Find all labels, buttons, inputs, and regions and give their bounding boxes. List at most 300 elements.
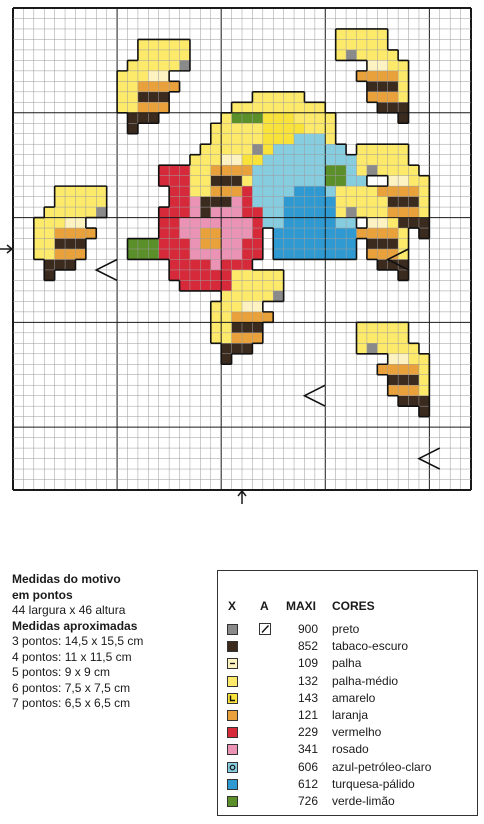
stitch-cell <box>367 81 377 91</box>
stitch-cell <box>169 81 179 91</box>
backstitch-icon <box>259 623 271 635</box>
stitch-cell <box>44 207 54 217</box>
stitch-cell <box>377 71 387 81</box>
stitch-cell <box>252 228 262 238</box>
stitch-cell <box>409 385 419 395</box>
stitch-cell <box>419 207 429 217</box>
stitch-cell <box>232 102 242 112</box>
stitch-cell <box>388 71 398 81</box>
stitch-cell <box>367 92 377 102</box>
stitch-cell <box>190 186 200 196</box>
stitch-cell <box>148 39 158 49</box>
stitch-cell <box>169 249 179 259</box>
stitch-cell <box>148 249 158 259</box>
stitch-cell <box>138 239 148 249</box>
stitch-cell <box>242 301 252 311</box>
stitch-cell <box>273 113 283 123</box>
stitch-cell <box>357 207 367 217</box>
stitch-cell <box>377 102 387 112</box>
stitch-cell <box>44 270 54 280</box>
stitch-cell <box>304 113 314 123</box>
stitch-cell <box>388 50 398 60</box>
stitch-cell <box>159 207 169 217</box>
stitch-cell <box>159 249 169 259</box>
stitch-cell <box>357 71 367 81</box>
stitch-cell <box>273 144 283 154</box>
color-name: azul-petróleo-claro <box>332 759 432 774</box>
color-code: 612 <box>297 776 318 791</box>
stitch-cell <box>159 81 169 91</box>
stitch-symbol-icon <box>229 695 236 702</box>
stitch-cell <box>221 270 231 280</box>
stitch-cell <box>398 144 408 154</box>
stitch-cell <box>367 186 377 196</box>
stitch-cell <box>273 165 283 175</box>
stitch-cell <box>325 144 335 154</box>
stitch-cell <box>180 50 190 60</box>
stitch-cell <box>128 81 138 91</box>
stitch-cell <box>242 249 252 259</box>
stitch-cell <box>336 249 346 259</box>
stitch-cell <box>148 71 158 81</box>
stitch-cell <box>86 197 96 207</box>
stitch-cell <box>200 280 210 290</box>
stitch-cell <box>242 312 252 322</box>
stitch-cell <box>325 155 335 165</box>
stitch-cell <box>398 165 408 175</box>
color-code: 606 <box>297 759 318 774</box>
legend-row <box>218 759 478 777</box>
legend-row <box>218 776 478 794</box>
stitch-cell <box>367 71 377 81</box>
stitch-cell <box>273 270 283 280</box>
stitch-cell <box>190 280 200 290</box>
stitch-cell <box>388 197 398 207</box>
stitch-cell <box>273 134 283 144</box>
stitch-cell <box>398 155 408 165</box>
stitch-cell <box>273 239 283 249</box>
stitch-cell <box>169 186 179 196</box>
stitch-cell <box>388 375 398 385</box>
stitch-cell <box>169 197 179 207</box>
stitch-cell <box>252 134 262 144</box>
stitch-cell <box>263 270 273 280</box>
stitch-cell <box>315 207 325 217</box>
stitch-cell <box>159 239 169 249</box>
stitch-cell <box>211 280 221 290</box>
stitch-cell <box>190 197 200 207</box>
stitch-cell <box>346 197 356 207</box>
stitch-cell <box>398 60 408 70</box>
stitch-cell <box>398 228 408 238</box>
stitch-cell <box>388 60 398 70</box>
stitch-cell <box>252 312 262 322</box>
stitch-cell <box>336 197 346 207</box>
stitch-cell <box>65 239 75 249</box>
legend-header-cores: CORES <box>332 599 375 613</box>
stitch-cell <box>357 186 367 196</box>
stitch-cell <box>263 312 273 322</box>
center-arrow-bottom <box>238 491 246 504</box>
stitch-cell <box>388 228 398 238</box>
stitch-cell <box>180 280 190 290</box>
stitch-cell <box>169 207 179 217</box>
stitch-cell <box>304 165 314 175</box>
stitch-cell <box>221 322 231 332</box>
stitch-cell <box>284 207 294 217</box>
stitch-cell <box>315 228 325 238</box>
stitch-cell <box>55 218 65 228</box>
stitch-cell <box>377 92 387 102</box>
stitch-cell <box>252 270 262 280</box>
stitch-cell <box>346 228 356 238</box>
stitch-cell <box>159 176 169 186</box>
stitch-cell <box>409 354 419 364</box>
stitch-cell <box>367 218 377 228</box>
stitch-cell <box>398 207 408 217</box>
stitch-cell <box>55 249 65 259</box>
stitch-cell <box>211 186 221 196</box>
stitch-cell <box>211 228 221 238</box>
stitch-cell <box>169 176 179 186</box>
stitch-cell <box>232 239 242 249</box>
color-swatch <box>227 744 238 755</box>
color-name: preto <box>332 622 360 636</box>
stitch-cell <box>315 176 325 186</box>
stitch-cell <box>388 165 398 175</box>
stitch-cell <box>128 123 138 133</box>
stitch-cell <box>200 144 210 154</box>
stitch-cell <box>242 197 252 207</box>
stitch-cell <box>388 354 398 364</box>
stitch-cell <box>242 280 252 290</box>
stitch-cell <box>190 270 200 280</box>
stitch-cell <box>336 218 346 228</box>
color-name: vermelho <box>332 725 382 740</box>
stitch-cell <box>284 134 294 144</box>
stitch-cell <box>398 270 408 280</box>
stitch-cell <box>252 301 262 311</box>
color-swatch <box>227 796 238 807</box>
stitch-cell <box>357 155 367 165</box>
stitch-cell <box>336 155 346 165</box>
stitch-cell <box>419 406 429 416</box>
stitch-cell <box>409 396 419 406</box>
stitch-cell <box>315 249 325 259</box>
stitch-cell <box>252 333 262 343</box>
stitch-cell <box>138 39 148 49</box>
stitch-cell <box>221 228 231 238</box>
stitch-cell <box>346 155 356 165</box>
stitch-cell <box>148 239 158 249</box>
size-item: 6 pontos: 7,5 x 7,5 cm <box>12 680 131 695</box>
stitch-cell <box>138 71 148 81</box>
stitch-cell <box>346 249 356 259</box>
stitch-cell <box>242 176 252 186</box>
stitch-cell <box>388 239 398 249</box>
stitch-cell <box>367 165 377 175</box>
stitch-cell <box>138 249 148 259</box>
stitch-cell <box>44 239 54 249</box>
stitch-cell <box>304 218 314 228</box>
stitch-cell <box>388 343 398 353</box>
stitch-cell <box>388 218 398 228</box>
stitch-cell <box>252 291 262 301</box>
stitch-cell <box>284 239 294 249</box>
stitch-cell <box>357 176 367 186</box>
stitch-symbol-icon <box>229 764 236 771</box>
stitch-cell <box>86 207 96 217</box>
stitch-cell <box>138 113 148 123</box>
stitch-cell <box>398 385 408 395</box>
stitch-cell <box>232 291 242 301</box>
stitch-cell <box>419 364 429 374</box>
stitch-cell <box>304 197 314 207</box>
stitch-cell <box>75 249 85 259</box>
stitch-cell <box>86 228 96 238</box>
stitch-cell <box>388 155 398 165</box>
stitch-cell <box>44 218 54 228</box>
stitch-cell <box>138 102 148 112</box>
stitch-cell <box>367 249 377 259</box>
stitch-cell <box>263 155 273 165</box>
stitch-cell <box>34 249 44 259</box>
stitch-cell <box>252 165 262 175</box>
stitch-cell <box>221 259 231 269</box>
stitch-cell <box>242 186 252 196</box>
stitch-cell <box>252 102 262 112</box>
stitch-cell <box>357 228 367 238</box>
stitch-cell <box>180 186 190 196</box>
stitch-cell <box>252 249 262 259</box>
color-code: 132 <box>297 673 318 688</box>
stitch-cell <box>377 39 387 49</box>
stitch-cell <box>263 280 273 290</box>
legend-row <box>218 741 478 759</box>
stitch-cell <box>252 113 262 123</box>
stitch-cell <box>294 92 304 102</box>
stitch-cell <box>294 186 304 196</box>
stitch-cell <box>117 102 127 112</box>
legend-row <box>218 707 478 725</box>
stitch-cell <box>273 280 283 290</box>
stitch-cell <box>315 218 325 228</box>
stitch-cell <box>44 249 54 259</box>
stitch-cell <box>221 249 231 259</box>
stitch-cell <box>388 186 398 196</box>
stitch-cell <box>336 39 346 49</box>
stitch-cell <box>357 343 367 353</box>
stitch-cell <box>263 186 273 196</box>
stitch-cell <box>232 301 242 311</box>
stitch-cell <box>252 207 262 217</box>
stitch-cell <box>377 81 387 91</box>
stitch-cell <box>138 81 148 91</box>
stitch-cell <box>304 102 314 112</box>
stitch-cell <box>284 176 294 186</box>
stitch-cell <box>200 155 210 165</box>
stitch-cell <box>242 270 252 280</box>
stitch-cell <box>367 29 377 39</box>
stitch-cell <box>284 165 294 175</box>
stitch-cell <box>169 50 179 60</box>
stitch-cell <box>377 155 387 165</box>
stitch-cell <box>273 249 283 259</box>
stitch-cell <box>148 113 158 123</box>
stitch-cell <box>190 239 200 249</box>
stitch-cell <box>200 270 210 280</box>
stitch-cell <box>211 197 221 207</box>
stitch-cell <box>75 218 85 228</box>
stitch-cell <box>273 123 283 133</box>
stitch-cell <box>232 228 242 238</box>
stitch-cell <box>346 176 356 186</box>
stitch-cell <box>221 155 231 165</box>
stitch-cell <box>409 186 419 196</box>
stitch-cell <box>159 228 169 238</box>
stitch-cell <box>284 197 294 207</box>
stitch-cell <box>65 228 75 238</box>
stitch-cell <box>263 134 273 144</box>
stitch-cell <box>325 165 335 175</box>
stitch-cell <box>336 207 346 217</box>
stitch-cell <box>294 197 304 207</box>
stitch-cell <box>377 186 387 196</box>
stitch-cell <box>169 239 179 249</box>
stitch-cell <box>409 218 419 228</box>
stitch-cell <box>159 102 169 112</box>
legend-row <box>218 655 478 673</box>
stitch-cell <box>221 144 231 154</box>
stitch-cell <box>34 228 44 238</box>
stitch-cell <box>367 197 377 207</box>
stitch-cell <box>263 176 273 186</box>
stitch-cell <box>294 239 304 249</box>
color-swatch <box>227 624 238 635</box>
stitch-cell <box>221 197 231 207</box>
stitch-cell <box>273 102 283 112</box>
stitch-cell <box>377 218 387 228</box>
stitch-cell <box>367 239 377 249</box>
stitch-cell <box>252 123 262 133</box>
color-swatch <box>227 693 238 704</box>
approx-title: Medidas aproximadas <box>12 618 138 633</box>
stitch-cell <box>221 186 231 196</box>
stitch-cell <box>232 144 242 154</box>
stitch-cell <box>315 134 325 144</box>
stitch-cell <box>284 113 294 123</box>
stitch-cell <box>200 249 210 259</box>
stitch-cell <box>388 102 398 112</box>
stitch-cell <box>242 123 252 133</box>
stitch-cell <box>232 280 242 290</box>
stitch-cell <box>419 197 429 207</box>
color-swatch <box>227 710 238 721</box>
stitch-cell <box>294 207 304 217</box>
color-swatch <box>227 676 238 687</box>
stitch-cell <box>346 29 356 39</box>
stitch-cell <box>273 186 283 196</box>
stitch-cell <box>346 207 356 217</box>
stitch-cell <box>159 92 169 102</box>
stitch-cell <box>138 60 148 70</box>
stitch-cell <box>325 134 335 144</box>
stitch-cell <box>325 249 335 259</box>
stitch-cell <box>34 239 44 249</box>
stitch-cell <box>304 207 314 217</box>
legend-header-maxi: MAXI <box>286 599 316 613</box>
stitch-cell <box>148 102 158 112</box>
stitch-cell <box>252 280 262 290</box>
stitch-cell <box>294 113 304 123</box>
stitch-cell <box>398 343 408 353</box>
stitch-cell <box>232 165 242 175</box>
stitch-cell <box>211 312 221 322</box>
stitch-cell <box>148 92 158 102</box>
stitch-cell <box>221 165 231 175</box>
stitch-cell <box>180 207 190 217</box>
stitch-cell <box>263 165 273 175</box>
stitch-cell <box>325 123 335 133</box>
stitch-cell <box>304 134 314 144</box>
stitch-cell <box>211 239 221 249</box>
stitch-cell <box>180 228 190 238</box>
stitch-cell <box>377 322 387 332</box>
stitch-cell <box>367 207 377 217</box>
stitch-cell <box>367 50 377 60</box>
stitch-cell <box>294 102 304 112</box>
info-title-line1: Medidas do motivo <box>12 572 121 586</box>
stitch-cell <box>294 155 304 165</box>
stitch-cell <box>377 364 387 374</box>
color-code: 900 <box>297 622 318 636</box>
stitch-cell <box>232 207 242 217</box>
stitch-cell <box>367 144 377 154</box>
stitch-cell <box>273 155 283 165</box>
stitch-cell <box>242 155 252 165</box>
stitch-count: 44 largura x 46 altura <box>12 603 126 617</box>
stitch-cell <box>221 301 231 311</box>
stitch-cell <box>357 322 367 332</box>
stitch-cell <box>398 186 408 196</box>
stitch-cell <box>388 322 398 332</box>
stitch-cell <box>377 343 387 353</box>
color-code: 341 <box>297 742 318 757</box>
stitch-cell <box>221 176 231 186</box>
stitch-cell <box>180 60 190 70</box>
stitch-cell <box>180 259 190 269</box>
stitch-cell <box>315 186 325 196</box>
stitch-cell <box>190 228 200 238</box>
stitch-cell <box>232 218 242 228</box>
legend-row <box>218 690 478 708</box>
color-name: rosado <box>332 742 369 757</box>
stitch-cell <box>242 239 252 249</box>
stitch-cell <box>336 228 346 238</box>
stitch-cell <box>304 186 314 196</box>
stitch-cell <box>169 39 179 49</box>
stitch-cell <box>180 239 190 249</box>
stitch-cell <box>398 218 408 228</box>
color-legend <box>217 570 478 816</box>
stitch-cell <box>211 259 221 269</box>
stitch-cell <box>346 239 356 249</box>
stitch-cell <box>284 155 294 165</box>
stitch-cell <box>221 291 231 301</box>
stitch-cell <box>128 249 138 259</box>
stitch-cell <box>263 144 273 154</box>
stitch-cell <box>242 134 252 144</box>
